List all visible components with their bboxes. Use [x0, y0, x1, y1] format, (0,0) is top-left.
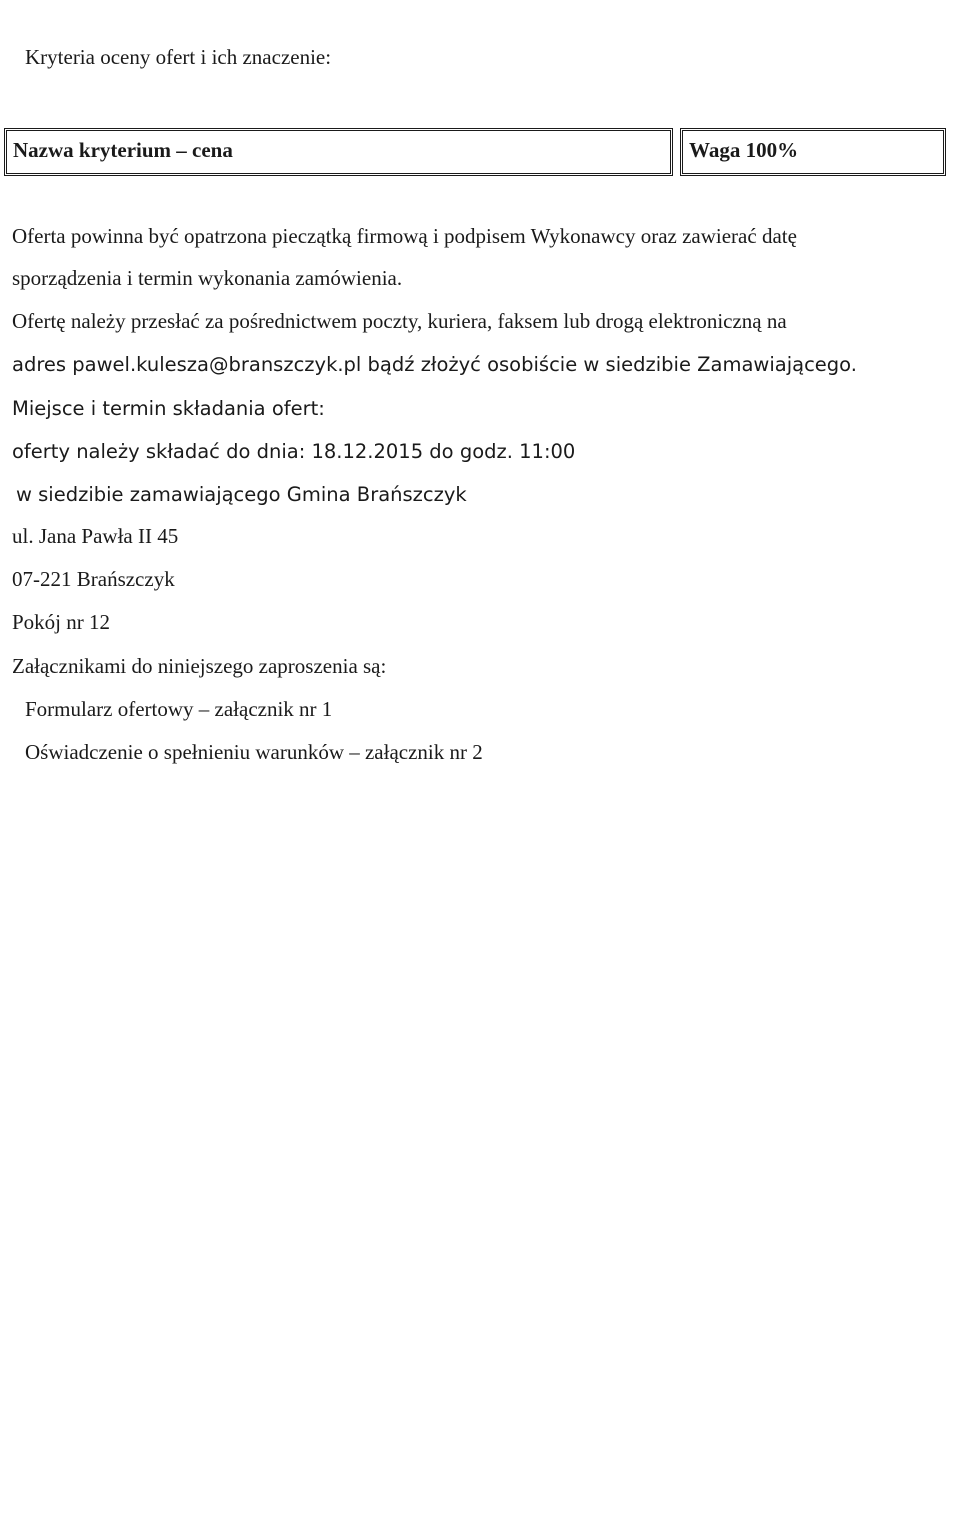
- place-and-deadline-heading: Miejsce i termin składania ofert:: [12, 397, 325, 420]
- submission-method-line-2: adres pawel.kulesza@branszczyk.pl bądź złożyć osobiście w siedzibie Zamawiającego.: [12, 353, 857, 376]
- address-postal: 07-221 Brańszczyk: [12, 567, 175, 591]
- criteria-weight-text: Waga 100%: [689, 138, 799, 162]
- attachment-item: Oświadczenie o spełnieniu warunków – załącznik nr 2: [25, 740, 483, 764]
- criteria-table: [4, 128, 950, 176]
- submission-method-line-1: Ofertę należy przesłać za pośrednictwem poczty, kuriera, faksem lub drogą elektroniczną na: [12, 309, 787, 333]
- office-location-text: w siedzibie zamawiającego Gmina Brańszczyk: [16, 483, 467, 506]
- address-room: Pokój nr 12: [12, 610, 111, 634]
- section-heading: Kryteria oceny ofert i ich znaczenie:: [25, 45, 332, 69]
- criteria-name-cell: [4, 128, 673, 176]
- address-street: ul. Jana Pawła II 45: [12, 524, 179, 548]
- attachment-item: Formularz ofertowy – załącznik nr 1: [25, 697, 333, 721]
- stamp-requirement-line-1: Oferta powinna być opatrzona pieczątką firmową i podpisem Wykonawcy oraz zawierać datę: [12, 224, 797, 248]
- criteria-weight-cell: [680, 128, 946, 176]
- attachments-intro: Załącznikami do niniejszego zaproszenia są:: [12, 654, 387, 678]
- criteria-name-text: Nazwa kryterium – cena: [13, 138, 233, 162]
- stamp-requirement-line-2: sporządzenia i termin wykonania zamówienia.: [12, 266, 403, 290]
- deadline-text: oferty należy składać do dnia: 18.12.2015 do godz. 11:00: [12, 440, 576, 463]
